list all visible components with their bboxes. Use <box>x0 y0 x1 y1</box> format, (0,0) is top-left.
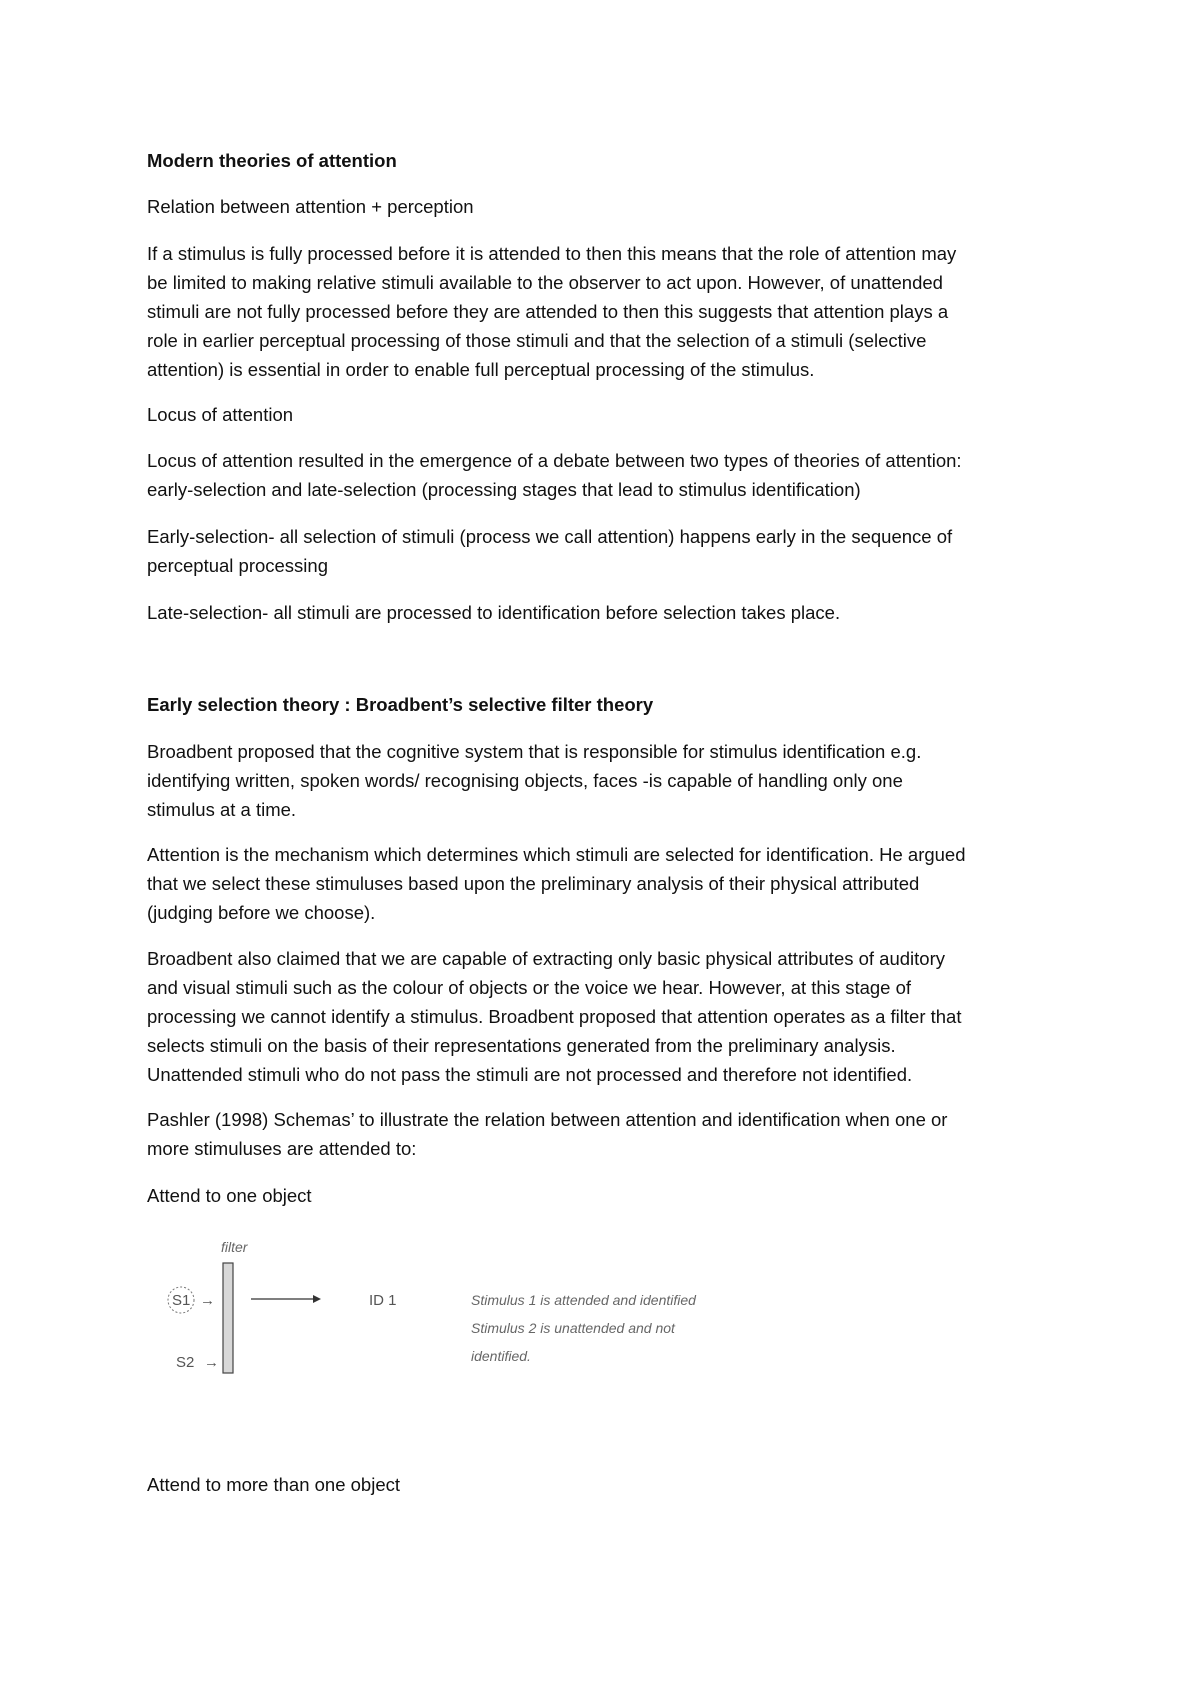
paragraph-line: role in earlier perceptual processing of those stimuli and that the selection of a stimuli (selective <box>147 330 927 351</box>
paragraph-line: and visual stimuli such as the colour of objects or the voice we hear. However, at this stage of <box>147 977 912 998</box>
paragraph-early-selection <box>147 522 1087 580</box>
caption-line: identified. <box>471 1348 531 1364</box>
paragraph-late-selection <box>147 598 1087 627</box>
heading-early-selection-theory-wrap <box>147 690 1087 719</box>
paragraph-line: Broadbent also claimed that we are capable of extracting only basic physical attributes of auditory <box>147 948 946 969</box>
paragraph-line: early-selection and late-selection (processing stages that lead to stimulus identification) <box>147 479 861 500</box>
paragraph-locus <box>147 400 1087 429</box>
filter-label: filter <box>221 1239 248 1255</box>
paragraph-line: be limited to making relative stimuli available to the observer to act upon. However, of unattended <box>147 272 943 293</box>
attend-more-label: Attend to more than one object <box>147 1474 401 1495</box>
paragraph-line: that we select these stimuluses based upon the preliminary analysis of their physical attributed <box>147 873 920 894</box>
paragraph-attention-mechanism <box>147 840 1087 927</box>
paragraph-line: identifying written, spoken words/ recognising objects, faces -is capable of handling only one <box>147 770 903 791</box>
paragraph-line: Attention is the mechanism which determines which stimuli are selected for identification. He argued <box>147 844 966 865</box>
s1-label: S1 <box>172 1292 191 1309</box>
paragraph-line: more stimuluses are attended to: <box>147 1138 417 1159</box>
paragraph-line: Locus of attention resulted in the emergence of a debate between two types of theories of attention: <box>147 450 962 471</box>
paragraph-line: stimulus at a time. <box>147 799 297 820</box>
paragraph-line: perceptual processing <box>147 555 328 576</box>
paragraph-line: (judging before we choose). <box>147 902 376 923</box>
attend-one-label: Attend to one object <box>147 1185 312 1206</box>
filter-bar <box>223 1263 233 1373</box>
s2-label: S2 <box>176 1354 195 1371</box>
paragraph-relation <box>147 192 1087 221</box>
filter-diagram <box>165 1238 765 1388</box>
paragraph-broadbent-1 <box>147 737 1087 824</box>
s2-arrow-icon: → <box>204 1354 219 1371</box>
paragraph-line: attention) is essential in order to enable full perceptual processing of the stimulus. <box>147 359 815 380</box>
paragraph-attend-more <box>147 1470 1087 1499</box>
paragraph-line: stimuli are not fully processed before they are attended to then this suggests that attention plays a <box>147 301 949 322</box>
paragraph-line: Unattended stimuli who do not pass the stimuli are not processed and therefore not identified. <box>147 1064 913 1085</box>
paragraph-line: selects stimuli on the basis of their representations generated from the preliminary analysis. <box>147 1035 896 1056</box>
s1-arrow-icon: → <box>200 1292 215 1309</box>
document-body <box>147 146 1087 175</box>
paragraph-line: Broadbent proposed that the cognitive system that is responsible for stimulus identification e.g. <box>147 741 922 762</box>
paragraph-line: processing we cannot identify a stimulus. Broadbent proposed that attention operates as a filter that <box>147 1006 962 1027</box>
pass-arrow-head-icon <box>313 1295 321 1303</box>
paragraph-pashler <box>147 1105 1087 1163</box>
paragraph-line: Pashler (1998) Schemas’ to illustrate the relation between attention and identification when one or <box>147 1109 948 1130</box>
paragraph-relation-text: Relation between attention + perception <box>147 196 474 217</box>
paragraph-locus-text: Locus of attention <box>147 404 294 425</box>
paragraph-late-text: Late-selection- all stimuli are processed to identification before selection takes place. <box>147 602 841 623</box>
caption-line: Stimulus 2 is unattended and not <box>471 1320 675 1336</box>
paragraph-line: Early-selection- all selection of stimuli (process we call attention) happens early in the sequence of <box>147 526 953 547</box>
caption-line: Stimulus 1 is attended and identified <box>471 1292 696 1308</box>
paragraph-line: If a stimulus is fully processed before it is attended to then this means that the role of attention may <box>147 243 957 264</box>
paragraph-attend-one <box>147 1181 1087 1210</box>
paragraph-broadbent-2 <box>147 944 1087 1089</box>
id-label: ID 1 <box>369 1292 397 1309</box>
heading-modern-theories: Modern theories of attention <box>147 150 397 171</box>
paragraph-intro <box>147 239 1087 384</box>
heading-early-selection-theory: Early selection theory : Broadbent’s selective filter theory <box>147 694 654 715</box>
paragraph-locus-body <box>147 446 1087 504</box>
